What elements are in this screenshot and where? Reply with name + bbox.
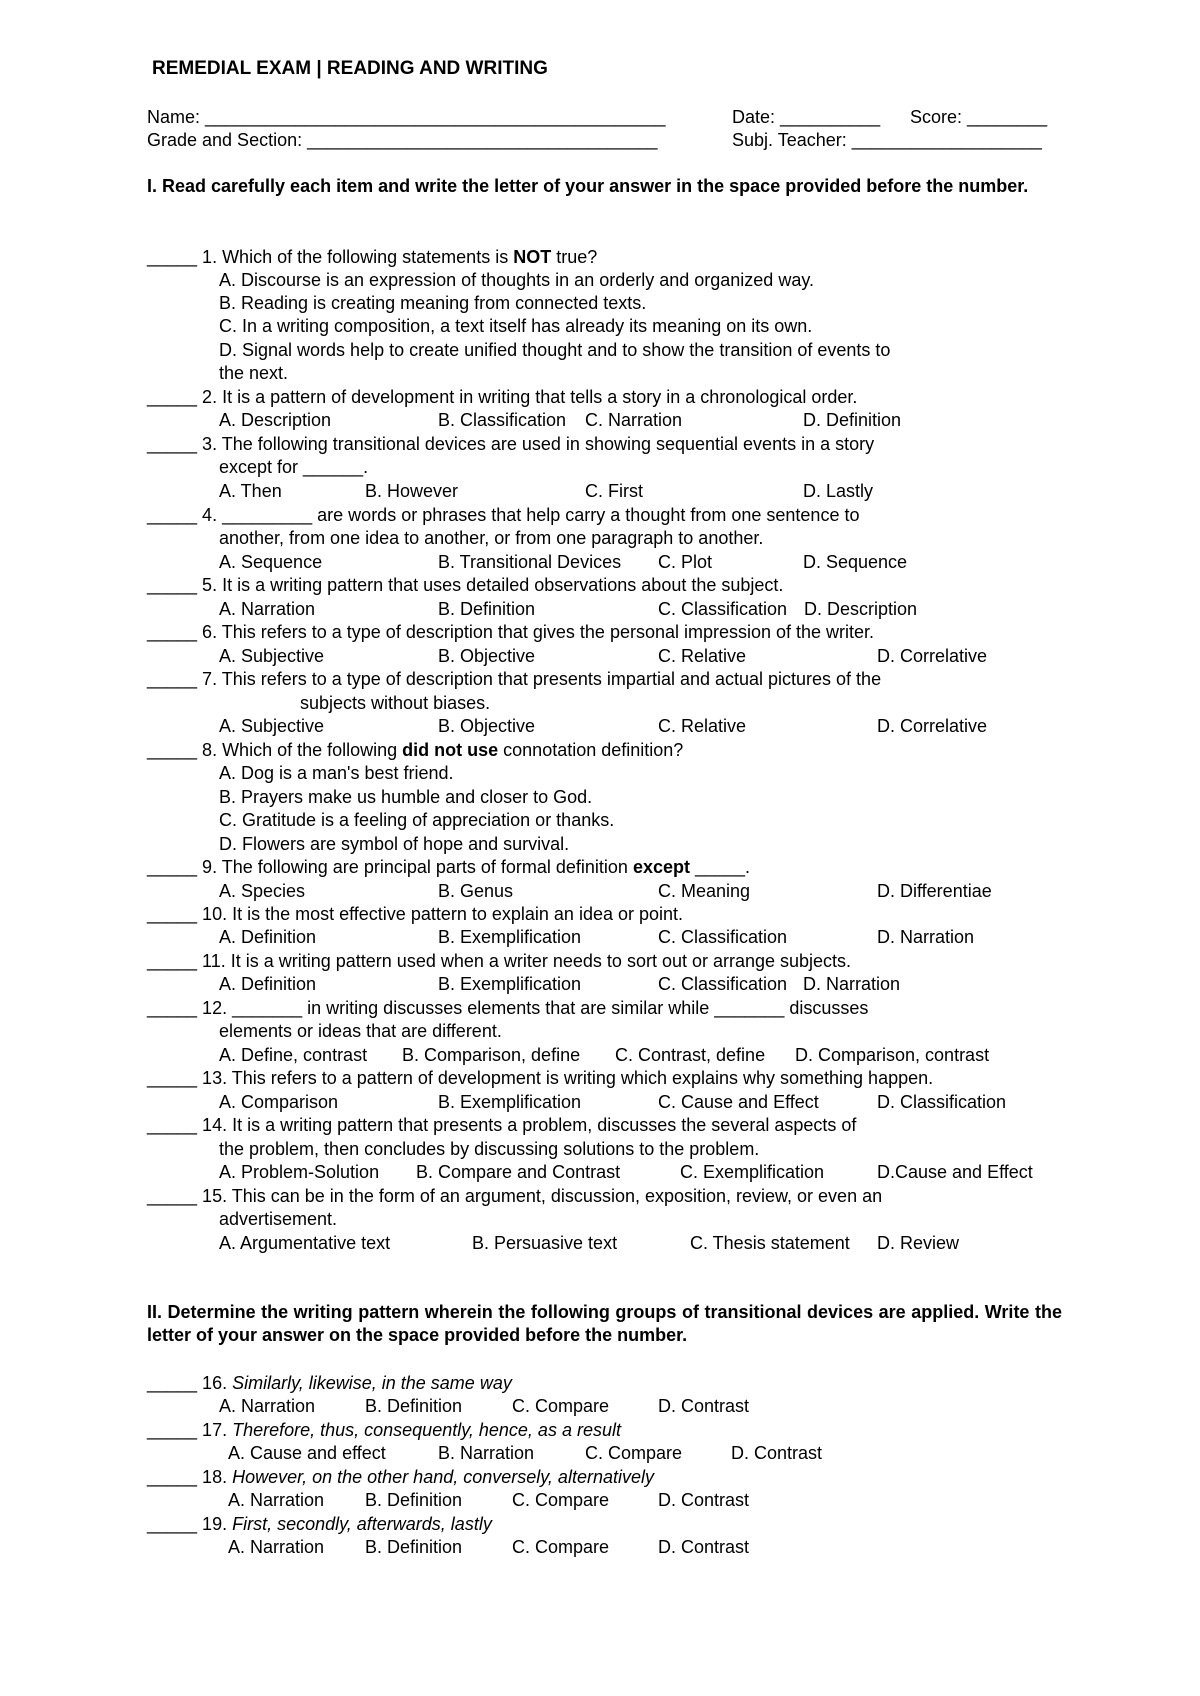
score-field: Score: ________ bbox=[910, 107, 1048, 127]
question-10-option-b: B. Exemplification bbox=[438, 927, 582, 947]
question-4: _____ 4. _________ are words or phrases that help carry a thought from one sentence to bbox=[147, 505, 860, 525]
question-5-option-d: D. Description bbox=[804, 599, 918, 619]
question-11-option-c: C. Classification bbox=[658, 974, 788, 994]
question-10-option-d: D. Narration bbox=[877, 927, 975, 947]
question-15-option-c: C. Thesis statement bbox=[690, 1233, 850, 1253]
question-7-cont: subjects without biases. bbox=[300, 693, 491, 713]
question-2-option-d: D. Definition bbox=[803, 410, 902, 430]
question-16: _____ 16. Similarly, likewise, in the same way bbox=[147, 1373, 512, 1393]
question-16-option-d: D. Contrast bbox=[658, 1396, 750, 1416]
question-9-option-c: C. Meaning bbox=[658, 881, 751, 901]
question-10-option-c: C. Classification bbox=[658, 927, 788, 947]
question-10-option-a: A. Definition bbox=[219, 927, 317, 947]
question-7-option-a: A. Subjective bbox=[219, 716, 325, 736]
question-9-option-d: D. Differentiae bbox=[877, 881, 992, 901]
question-1-option-c: C. In a writing composition, a text itself has already its meaning on its own. bbox=[219, 316, 813, 336]
question-15-option-a: A. Argumentative text bbox=[219, 1233, 391, 1253]
question-7-option-d: D. Correlative bbox=[877, 716, 988, 736]
question-14-option-a: A. Problem-Solution bbox=[219, 1162, 380, 1182]
question-17-option-b: B. Narration bbox=[438, 1443, 535, 1463]
question-11-option-b: B. Exemplification bbox=[438, 974, 582, 994]
question-6-option-c: C. Relative bbox=[658, 646, 747, 666]
question-18-option-b: B. Definition bbox=[365, 1490, 463, 1510]
question-18-option-c: C. Compare bbox=[512, 1490, 610, 1510]
question-3-option-a: A. Then bbox=[219, 481, 282, 501]
question-13-option-a: A. Comparison bbox=[219, 1092, 339, 1112]
question-19-option-c: C. Compare bbox=[512, 1537, 610, 1557]
question-4-cont: another, from one idea to another, or from one paragraph to another. bbox=[219, 528, 764, 548]
grade-section-field: Grade and Section: ___________________________________ bbox=[147, 130, 658, 150]
question-19-option-d: D. Contrast bbox=[658, 1537, 750, 1557]
question-13-option-b: B. Exemplification bbox=[438, 1092, 582, 1112]
question-7-option-b: B. Objective bbox=[438, 716, 536, 736]
question-6-option-d: D. Correlative bbox=[877, 646, 988, 666]
question-15-cont: advertisement. bbox=[219, 1209, 338, 1229]
question-4-option-d: D. Sequence bbox=[803, 552, 908, 572]
question-1-option-b: B. Reading is creating meaning from connected texts. bbox=[219, 293, 647, 313]
question-3-option-c: C. First bbox=[585, 481, 643, 501]
question-1-option-a: A. Discourse is an expression of thoughts in an orderly and organized way. bbox=[219, 270, 814, 290]
question-18-option-a: A. Narration bbox=[228, 1490, 325, 1510]
question-4-option-b: B. Transitional Devices bbox=[438, 552, 622, 572]
question-14-option-b: B. Compare and Contrast bbox=[416, 1162, 621, 1182]
question-3-cont: except for ______. bbox=[219, 457, 369, 477]
question-18-option-d: D. Contrast bbox=[658, 1490, 750, 1510]
question-6-option-a: A. Subjective bbox=[219, 646, 325, 666]
question-12-option-d: D. Comparison, contrast bbox=[795, 1045, 990, 1065]
question-16-option-a: A. Narration bbox=[219, 1396, 316, 1416]
question-14-cont: the problem, then concludes by discussing solutions to the problem. bbox=[219, 1139, 760, 1159]
question-16-option-b: B. Definition bbox=[365, 1396, 463, 1416]
question-13-option-c: C. Cause and Effect bbox=[658, 1092, 819, 1112]
question-11-option-a: A. Definition bbox=[219, 974, 317, 994]
question-9: _____ 9. The following are principal parts of formal definition except _____. bbox=[147, 857, 751, 877]
question-11: _____ 11. It is a writing pattern used when a writer needs to sort out or arrange subjects. bbox=[147, 951, 852, 971]
question-8: _____ 8. Which of the following did not use connotation definition? bbox=[147, 740, 684, 760]
question-11-option-d: D. Narration bbox=[803, 974, 901, 994]
question-12-option-b: B. Comparison, define bbox=[402, 1045, 581, 1065]
question-15-option-d: D. Review bbox=[877, 1233, 960, 1253]
question-19: _____ 19. First, secondly, afterwards, lastly bbox=[147, 1514, 492, 1534]
date-field: Date: __________ bbox=[732, 107, 881, 127]
question-15: _____ 15. This can be in the form of an argument, discussion, exposition, review, or even an bbox=[147, 1186, 883, 1206]
question-5: _____ 5. It is a writing pattern that uses detailed observations about the subject. bbox=[147, 575, 784, 595]
question-1-option-d: D. Signal words help to create unified thought and to show the transition of events to bbox=[219, 340, 891, 360]
question-9-option-b: B. Genus bbox=[438, 881, 514, 901]
question-5-option-a: A. Narration bbox=[219, 599, 316, 619]
question-19-option-b: B. Definition bbox=[365, 1537, 463, 1557]
question-10: _____ 10. It is the most effective pattern to explain an idea or point. bbox=[147, 904, 684, 924]
question-3-option-b: B. However bbox=[365, 481, 459, 501]
question-3-option-d: D. Lastly bbox=[803, 481, 874, 501]
question-2-option-c: C. Narration bbox=[585, 410, 683, 430]
question-6: _____ 6. This refers to a type of description that gives the personal impression of the writer. bbox=[147, 622, 875, 642]
question-17-option-c: C. Compare bbox=[585, 1443, 683, 1463]
question-7-option-c: C. Relative bbox=[658, 716, 747, 736]
question-16-option-c: C. Compare bbox=[512, 1396, 610, 1416]
question-17-option-a: A. Cause and effect bbox=[228, 1443, 386, 1463]
question-14-option-d: D.Cause and Effect bbox=[877, 1162, 1033, 1182]
question-8-option-a: A. Dog is a man's best friend. bbox=[219, 763, 454, 783]
question-5-option-b: B. Definition bbox=[438, 599, 536, 619]
question-13-option-d: D. Classification bbox=[877, 1092, 1007, 1112]
question-15-option-b: B. Persuasive text bbox=[472, 1233, 618, 1253]
question-4-option-c: C. Plot bbox=[658, 552, 713, 572]
exam-title: REMEDIAL EXAM | READING AND WRITING bbox=[152, 58, 548, 79]
question-7: _____ 7. This refers to a type of description that presents impartial and actual pictures of the bbox=[147, 669, 882, 689]
question-6-option-b: B. Objective bbox=[438, 646, 536, 666]
question-12: _____ 12. _______ in writing discusses elements that are similar while _______ discusses bbox=[147, 998, 869, 1018]
question-8-option-b: B. Prayers make us humble and closer to God. bbox=[219, 787, 593, 807]
question-19-option-a: A. Narration bbox=[228, 1537, 325, 1557]
question-9-option-a: A. Species bbox=[219, 881, 306, 901]
question-3: _____ 3. The following transitional devices are used in showing sequential events in a story bbox=[147, 434, 875, 454]
question-1-option-d-cont: the next. bbox=[219, 363, 289, 383]
question-13: _____ 13. This refers to a pattern of development is writing which explains why something happen. bbox=[147, 1068, 934, 1088]
question-8-option-d: D. Flowers are symbol of hope and survival. bbox=[219, 834, 570, 854]
question-14-option-c: C. Exemplification bbox=[680, 1162, 825, 1182]
question-18: _____ 18. However, on the other hand, conversely, alternatively bbox=[147, 1467, 654, 1487]
question-17: _____ 17. Therefore, thus, consequently, hence, as a result bbox=[147, 1420, 621, 1440]
question-2: _____ 2. It is a pattern of development in writing that tells a story in a chronological order. bbox=[147, 387, 858, 407]
question-17-option-d: D. Contrast bbox=[731, 1443, 823, 1463]
part1-instruction: I. Read carefully each item and write the letter of your answer in the space provided before the number. bbox=[147, 176, 1029, 196]
question-14: _____ 14. It is a writing pattern that presents a problem, discusses the several aspects of bbox=[147, 1115, 857, 1135]
name-field: Name: ______________________________________________ bbox=[147, 107, 666, 127]
question-2-option-b: B. Classification bbox=[438, 410, 567, 430]
question-5-option-c: C. Classification bbox=[658, 599, 788, 619]
question-12-option-c: C. Contrast, define bbox=[615, 1045, 766, 1065]
question-12-cont: elements or ideas that are different. bbox=[219, 1021, 502, 1041]
question-12-option-a: A. Define, contrast bbox=[219, 1045, 368, 1065]
question-8-option-c: C. Gratitude is a feeling of appreciation or thanks. bbox=[219, 810, 615, 830]
part2-instruction: II. Determine the writing pattern wherein the following groups of transitional devices are applied. Write the letter of your answer on the space provided before the number. bbox=[147, 1302, 1062, 1345]
subject-teacher-field: Subj. Teacher: ___________________ bbox=[732, 130, 1042, 150]
question-4-option-a: A. Sequence bbox=[219, 552, 323, 572]
question-2-option-a: A. Description bbox=[219, 410, 332, 430]
question-1: _____ 1. Which of the following statements is NOT true? bbox=[147, 247, 598, 267]
